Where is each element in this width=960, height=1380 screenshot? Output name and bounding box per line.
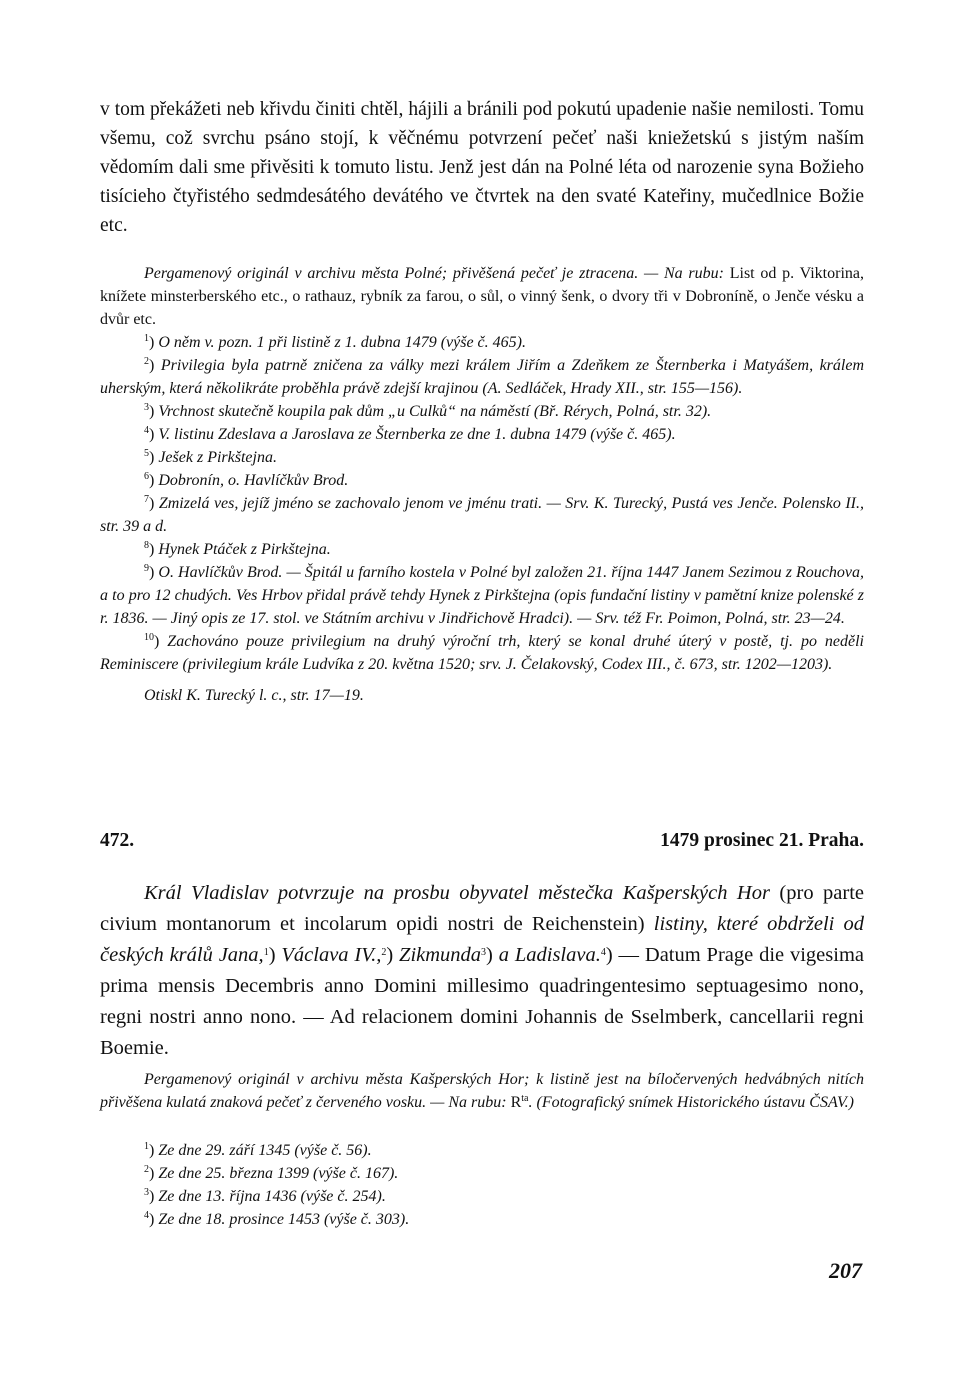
entry-number: 472.: [100, 830, 135, 851]
entry-date-place: 1479 prosinec 21. Praha.: [660, 830, 864, 851]
footnote-472-1: $^1$) Ze dne 29. září 1345 (výše č. 56).: [144, 1141, 372, 1159]
footnotes-472: [100, 1139, 864, 1231]
regest-block: [100, 878, 864, 1064]
footnote-471-6: $^6$) Dobronín, o. Havlíčkův Brod.: [144, 471, 349, 489]
footnote-472-3: $^3$) Ze dne 13. října 1436 (výše č. 254).: [144, 1187, 386, 1205]
footnote-471-1: $^1$) O něm v. pozn. 1 při listině z 1. dubna 1479 (výše č. 465).: [144, 333, 526, 351]
footnote-471-10: $^{10}$) Zachováno pouze privilegium na druhý výroční trh, který se konal druhé úterý v postě, tj. po neděli Reminiscere (privilegium krále Ludvíka z 20. května 1520; srv. J. Čelakovský, Codex III., č. 673, str. 1202—1203).: [100, 632, 864, 673]
footnote-472-4: $^4$) Ze dne 18. prosince 1453 (výše č. 303).: [144, 1210, 410, 1228]
footnote-472-2: $^2$) Ze dne 25. března 1399 (výše č. 167).: [144, 1164, 399, 1182]
intro-paragraph: v tom překážeti neb křivdu činiti chtěl, hájili a bránili pod pokutú upadenie našie nemilosti. Tomu všemu, což svrchu psáno stojí, k věčnému potvrzení pečeť naši kniežetskú s jistým naším vědomím dali sme přivěsiti k tomuto listu. Jenž jest dán na Polné léta od narozenie syna Božieho tisícieho čtyřistého sedmdesátého devátého ve čtvrtek na den svaté Kateřiny, mučedlnice Božie etc.: [100, 99, 864, 236]
footnote-471-3: $^3$) Vrchnost skutečně koupila pak dům „u Culků“ na náměstí (Bř. Rérych, Polná, str. 32).: [144, 402, 712, 420]
source-note-471: [100, 262, 864, 331]
source-note-472-roman: R: [510, 1094, 522, 1111]
entry-heading: [100, 830, 864, 852]
page-number: 207: [829, 1258, 862, 1283]
footnote-471-4: $^4$) V. listinu Zdeslava a Jaroslava ze Šternberka ze dne 1. dubna 1479 (výše č. 465).: [144, 425, 676, 443]
source-note-471-italic: Pergamenový originál v archivu města Polné; přivěšená pečeť je ztracena. — Na rubu:: [144, 265, 724, 282]
source-note-472: Pergamenový originál v archivu města Kašperských Hor; k listině jest na bíločervených hedvábných nitích přivěšena kulatá znaková pečeť z červeného vosku. — Na rubu: $R^{ta}$. (Fotografický snímek Historického ústavu ČSAV.): [100, 1071, 864, 1111]
footnote-471-7: $^7$) Zmizelá ves, jejíž jméno se zachovalo jenom ve jménu trati. — Srv. K. Turecký, Pustá ves Jenče. Polensko II., str. 39 a d.: [100, 494, 865, 535]
footnote-471-9: $^9$) O. Havlíčkův Brod. — Špitál u farního kostela v Polné byl založen 21. října 1447 Janem Sezimou z Rouchova, a to pro 12 chudých. Ves Hrbov přidal právě tehdy Hynek z Pirkštejna (opis fundační listiny v pamětní knize polenské z r. 1836. — Jiný opis ze 17. stol. ve Státním archivu v Jindřichově Hradci). — Srv. též Fr. Poimon, Polná, str. 23—24.: [100, 563, 864, 627]
footnotes-471: [100, 331, 864, 707]
printed-note: Otiskl K. Turecký l. c., str. 17—19.: [144, 687, 364, 704]
footnote-471-8: $^8$) Hynek Ptáček z Pirkštejna.: [144, 540, 331, 558]
footnote-471-5: $^5$) Ješek z Pirkštejna.: [144, 448, 277, 466]
source-note-472-italic: Pergamenový originál v archivu města Kašperských Hor; k listině jest na bíločervených hedvábných nitích přivěšena kulatá znaková pečeť z červeného vosku. — Na rubu:: [100, 1071, 864, 1111]
regest-paragraph: Král Vladislav potvrzuje na prosbu obyvatel městečka Kašperských Hor (pro parte civium montanorum et incolarum opidi nostri de Reichenstein) listiny, které obdrželi od českých králů Jana,$^1$) Václava IV.,$^2$) Zikmunda$^3$) a Ladislava.$^4$) — Datum Prage die vigesima prima mensis Decembris anno Domini millesimo quadringentesimo septuagesimo nono, regni nostri anno nono. — Ad relacionem domini Johannis de Sselmberk, cancellarii regni Boemie.: [100, 882, 864, 1059]
source-note-471-roman: List od p. Viktorina, knížete minsterberského etc., o rathauz, rybník za farou, o sůl, o vinný šenk, o dvory tři v Dobroníně, o Jenče vésku a dvůr etc.: [100, 265, 865, 328]
intro-block: [100, 95, 864, 240]
footnote-471-2: $^2$) Privilegia byla patrně zničena za války mezi králem Jiřím a Zdeňkem ze Šternberka i Matyášem, králem uherským, která několikráte proběhla právě zdejší krajinou (A. Sedláček, Hrady XII., str. 155—156).: [100, 356, 865, 397]
